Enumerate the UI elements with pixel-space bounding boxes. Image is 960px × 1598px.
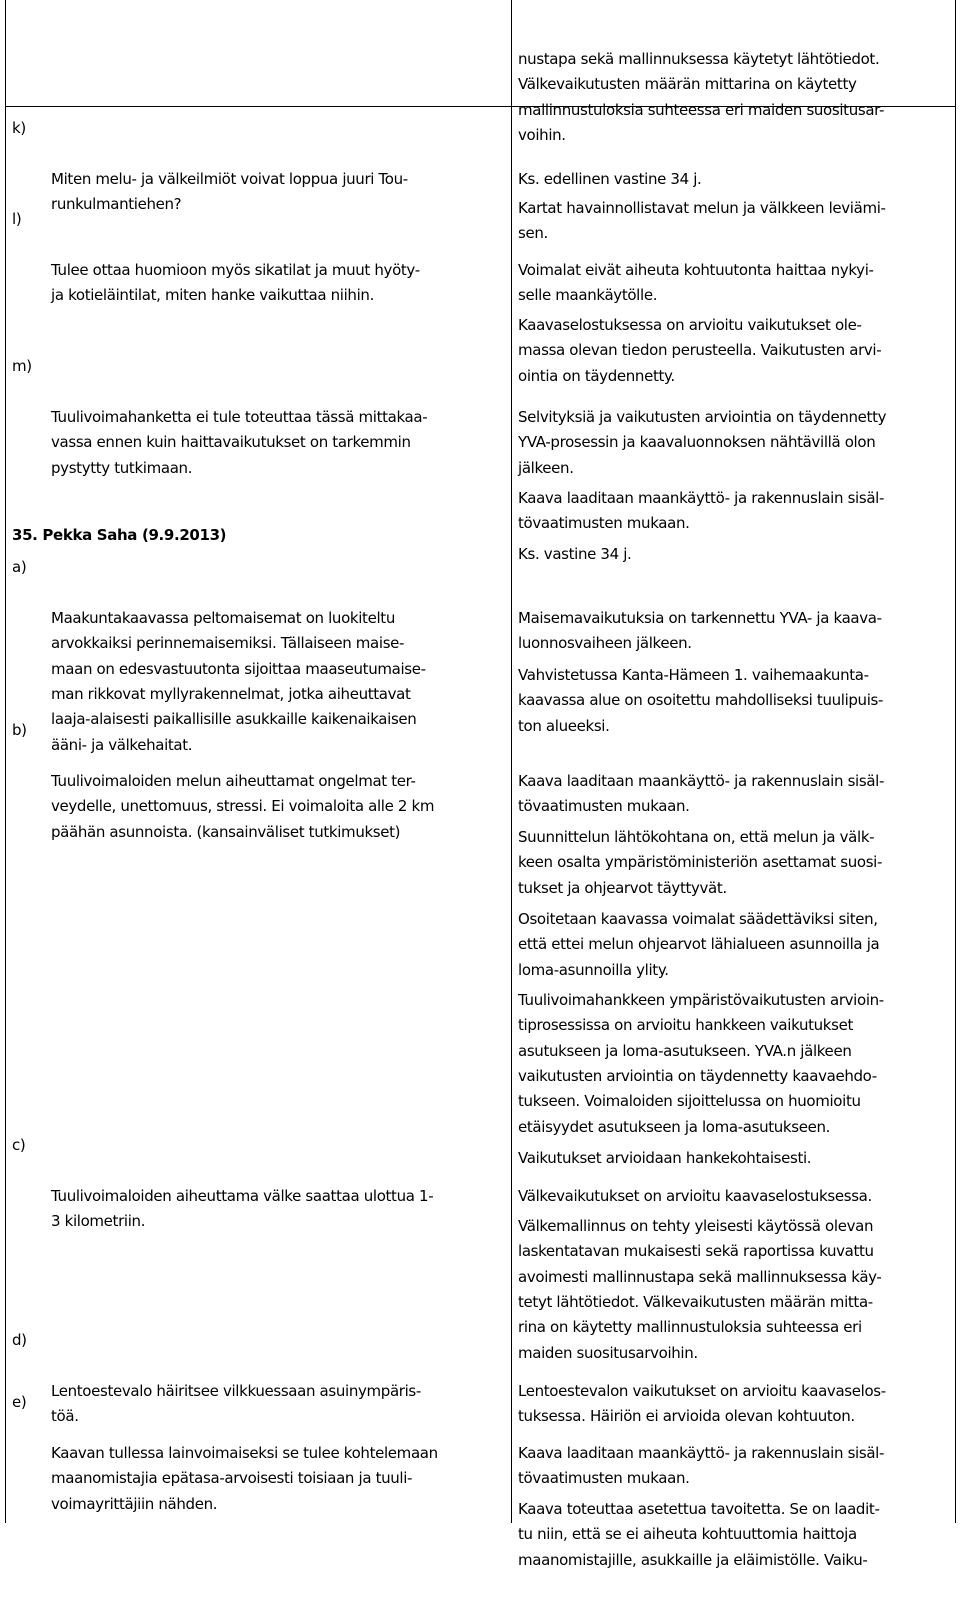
- item-k-comment: Miten melu- ja välkeilmiöt voivat loppua juuri Tou- runkulmantiehen?: [51, 169, 408, 214]
- item-l-response-1: Voimalat eivät aiheuta kohtuutonta haittaa nykyi- selle maankäytölle.: [518, 260, 874, 305]
- item-e-comment: Kaavan tullessa lainvoimaiseksi se tulee kohtelemaan maanomistajia epätasa-arvoisesti toisiaan ja tuuli- voimayrittäjiin nähden.: [51, 1443, 438, 1513]
- table-right-border: [955, 0, 956, 1523]
- item-b-response-3: Osoitetaan kaavassa voimalat säädettäviksi siten, että ettei melun ohjearvot lähialueen asunnoilla ja loma-asunnoilla ylity.: [518, 909, 880, 979]
- item-m-response-3: Ks. vastine 34 j.: [518, 544, 632, 563]
- item-m-response-2: Kaava laaditaan maankäyttö- ja rakennuslain sisäl- tövaatimusten mukaan.: [518, 488, 885, 533]
- item-e-response-1: Kaava laaditaan maankäyttö- ja rakennuslain sisäl- tövaatimusten mukaan.: [518, 1443, 885, 1488]
- item-e-response-2: Kaava toteuttaa asetettua tavoitetta. Se on laadit- tu niin, että se ei aiheuta kohtuuttomia haittoja maanomistajille, asukkaille ja eläimistölle. Vaiku-: [518, 1499, 880, 1569]
- item-b-response-2: Suunnittelun lähtökohtana on, että melun ja välk- keen osalta ympäristöministeriön asettamat suosi- tukset ja ohjearvot täyttyvät.: [518, 827, 883, 897]
- top-right-text: nustapa sekä mallinnuksessa käytetyt lähtötiedot. Välkevaikutusten määrän mittarina on käytetty mallinnustuloksia suhteessa eri maiden suositusar- voihin.: [518, 49, 885, 145]
- item-a-comment: Maakuntakaavassa peltomaisemat on luokiteltu arvokkaiksi perinnemaisemiksi. Tällaiseen maise- maan on edesvastuutonta sijoittaa maaseutumaise- man rikkovat myllyrakennelmat, jotka aiheuttavat laaja-alaisesti paikallisille asukkaille kaikenaikaisen ääni- ja välkehaitat.: [51, 608, 426, 754]
- item-label-c: c): [12, 1136, 26, 1154]
- item-k-response-2: Kartat havainnollistavat melun ja välkkeen leviämi- sen.: [518, 198, 886, 243]
- item-c-response-2: Välkemallinnus on tehty yleisesti käytössä olevan laskentatavan mukaisesti sekä raportissa kuvattu avoimesti mallinnustapa sekä mallinnuksessa käy- tetyt lähtötiedot. Välkevaikutusten määrän mitta- rina on käytetty mallinnustuloksia suhteessa eri maiden suositusarvoihin.: [518, 1216, 882, 1362]
- item-label-k: k): [12, 119, 26, 137]
- item-c-comment: Tuulivoimaloiden aiheuttama välke saattaa ulottua 1- 3 kilometriin.: [51, 1186, 434, 1231]
- item-c-response-1: Välkevaikutukset on arvioitu kaavaselostuksessa.: [518, 1186, 872, 1205]
- item-b-response-5: Vaikutukset arvioidaan hankekohtaisesti.: [518, 1148, 812, 1167]
- table-column-divider: [511, 0, 512, 1523]
- item-a-response-1: Maisemavaikutuksia on tarkennettu YVA- ja kaava- luonnosvaiheen jälkeen.: [518, 608, 882, 653]
- item-label-b: b): [12, 721, 27, 739]
- item-b-response-4: Tuulivoimahankkeen ympäristövaikutusten arvioin- tiprosessissa on arvioitu hankkeen vaikutukset asutukseen ja loma-asutukseen. YVA.n jälkeen vaikutusten arviointia on täydennetty kaavaehdo- tukseen. Voimaloiden sijoittelussa on huomioitu etäisyydet asutukseen ja loma-asutukseen.: [518, 990, 884, 1136]
- item-label-a: a): [12, 558, 27, 576]
- item-l-response-2: Kaavaselostuksessa on arvioitu vaikutukset ole- massa olevan tiedon perusteella. Vaikutusten arvi- ointia on täydennetty.: [518, 315, 882, 385]
- item-d-comment: Lentoestevalo häiritsee vilkkuessaan asuinympäris- töä.: [51, 1381, 421, 1426]
- item-label-l: l): [12, 210, 22, 228]
- item-b-response-1: Kaava laaditaan maankäyttö- ja rakennuslain sisäl- tövaatimusten mukaan.: [518, 771, 885, 816]
- item-label-d: d): [12, 1331, 27, 1349]
- item-m-response-1: Selvityksiä ja vaikutusten arviointia on täydennetty YVA-prosessin ja kaavaluonnoksen nähtävillä olon jälkeen.: [518, 407, 887, 477]
- item-label-e: e): [12, 1393, 27, 1411]
- item-m-comment: Tuulivoimahanketta ei tule toteuttaa tässä mittakaa- vassa ennen kuin haittavaikutukset on tarkemmin pystytty tutkimaan.: [51, 407, 428, 477]
- item-k-response-1: Ks. edellinen vastine 34 j.: [518, 169, 702, 188]
- section-heading: 35. Pekka Saha (9.9.2013): [12, 526, 227, 544]
- item-b-comment: Tuulivoimaloiden melun aiheuttamat ongelmat ter- veydelle, unettomuus, stressi. Ei voimaloita alle 2 km päähän asunnoista. (kansainväliset tutkimukset): [51, 771, 435, 841]
- item-a-response-2: Vahvistetussa Kanta-Hämeen 1. vaihemaakunta- kaavassa alue on osoitettu mahdolliseksi tuulipuis- ton alueeksi.: [518, 665, 884, 735]
- item-d-response-1: Lentoestevalon vaikutukset on arvioitu kaavaselos- tuksessa. Häiriön ei arvioida olevan kohtuuton.: [518, 1381, 886, 1426]
- table-left-border: [5, 0, 6, 1523]
- item-l-comment: Tulee ottaa huomioon myös sikatilat ja muut hyöty- ja kotieläintilat, miten hanke vaikuttaa niihin.: [51, 260, 420, 305]
- item-label-m: m): [12, 357, 32, 375]
